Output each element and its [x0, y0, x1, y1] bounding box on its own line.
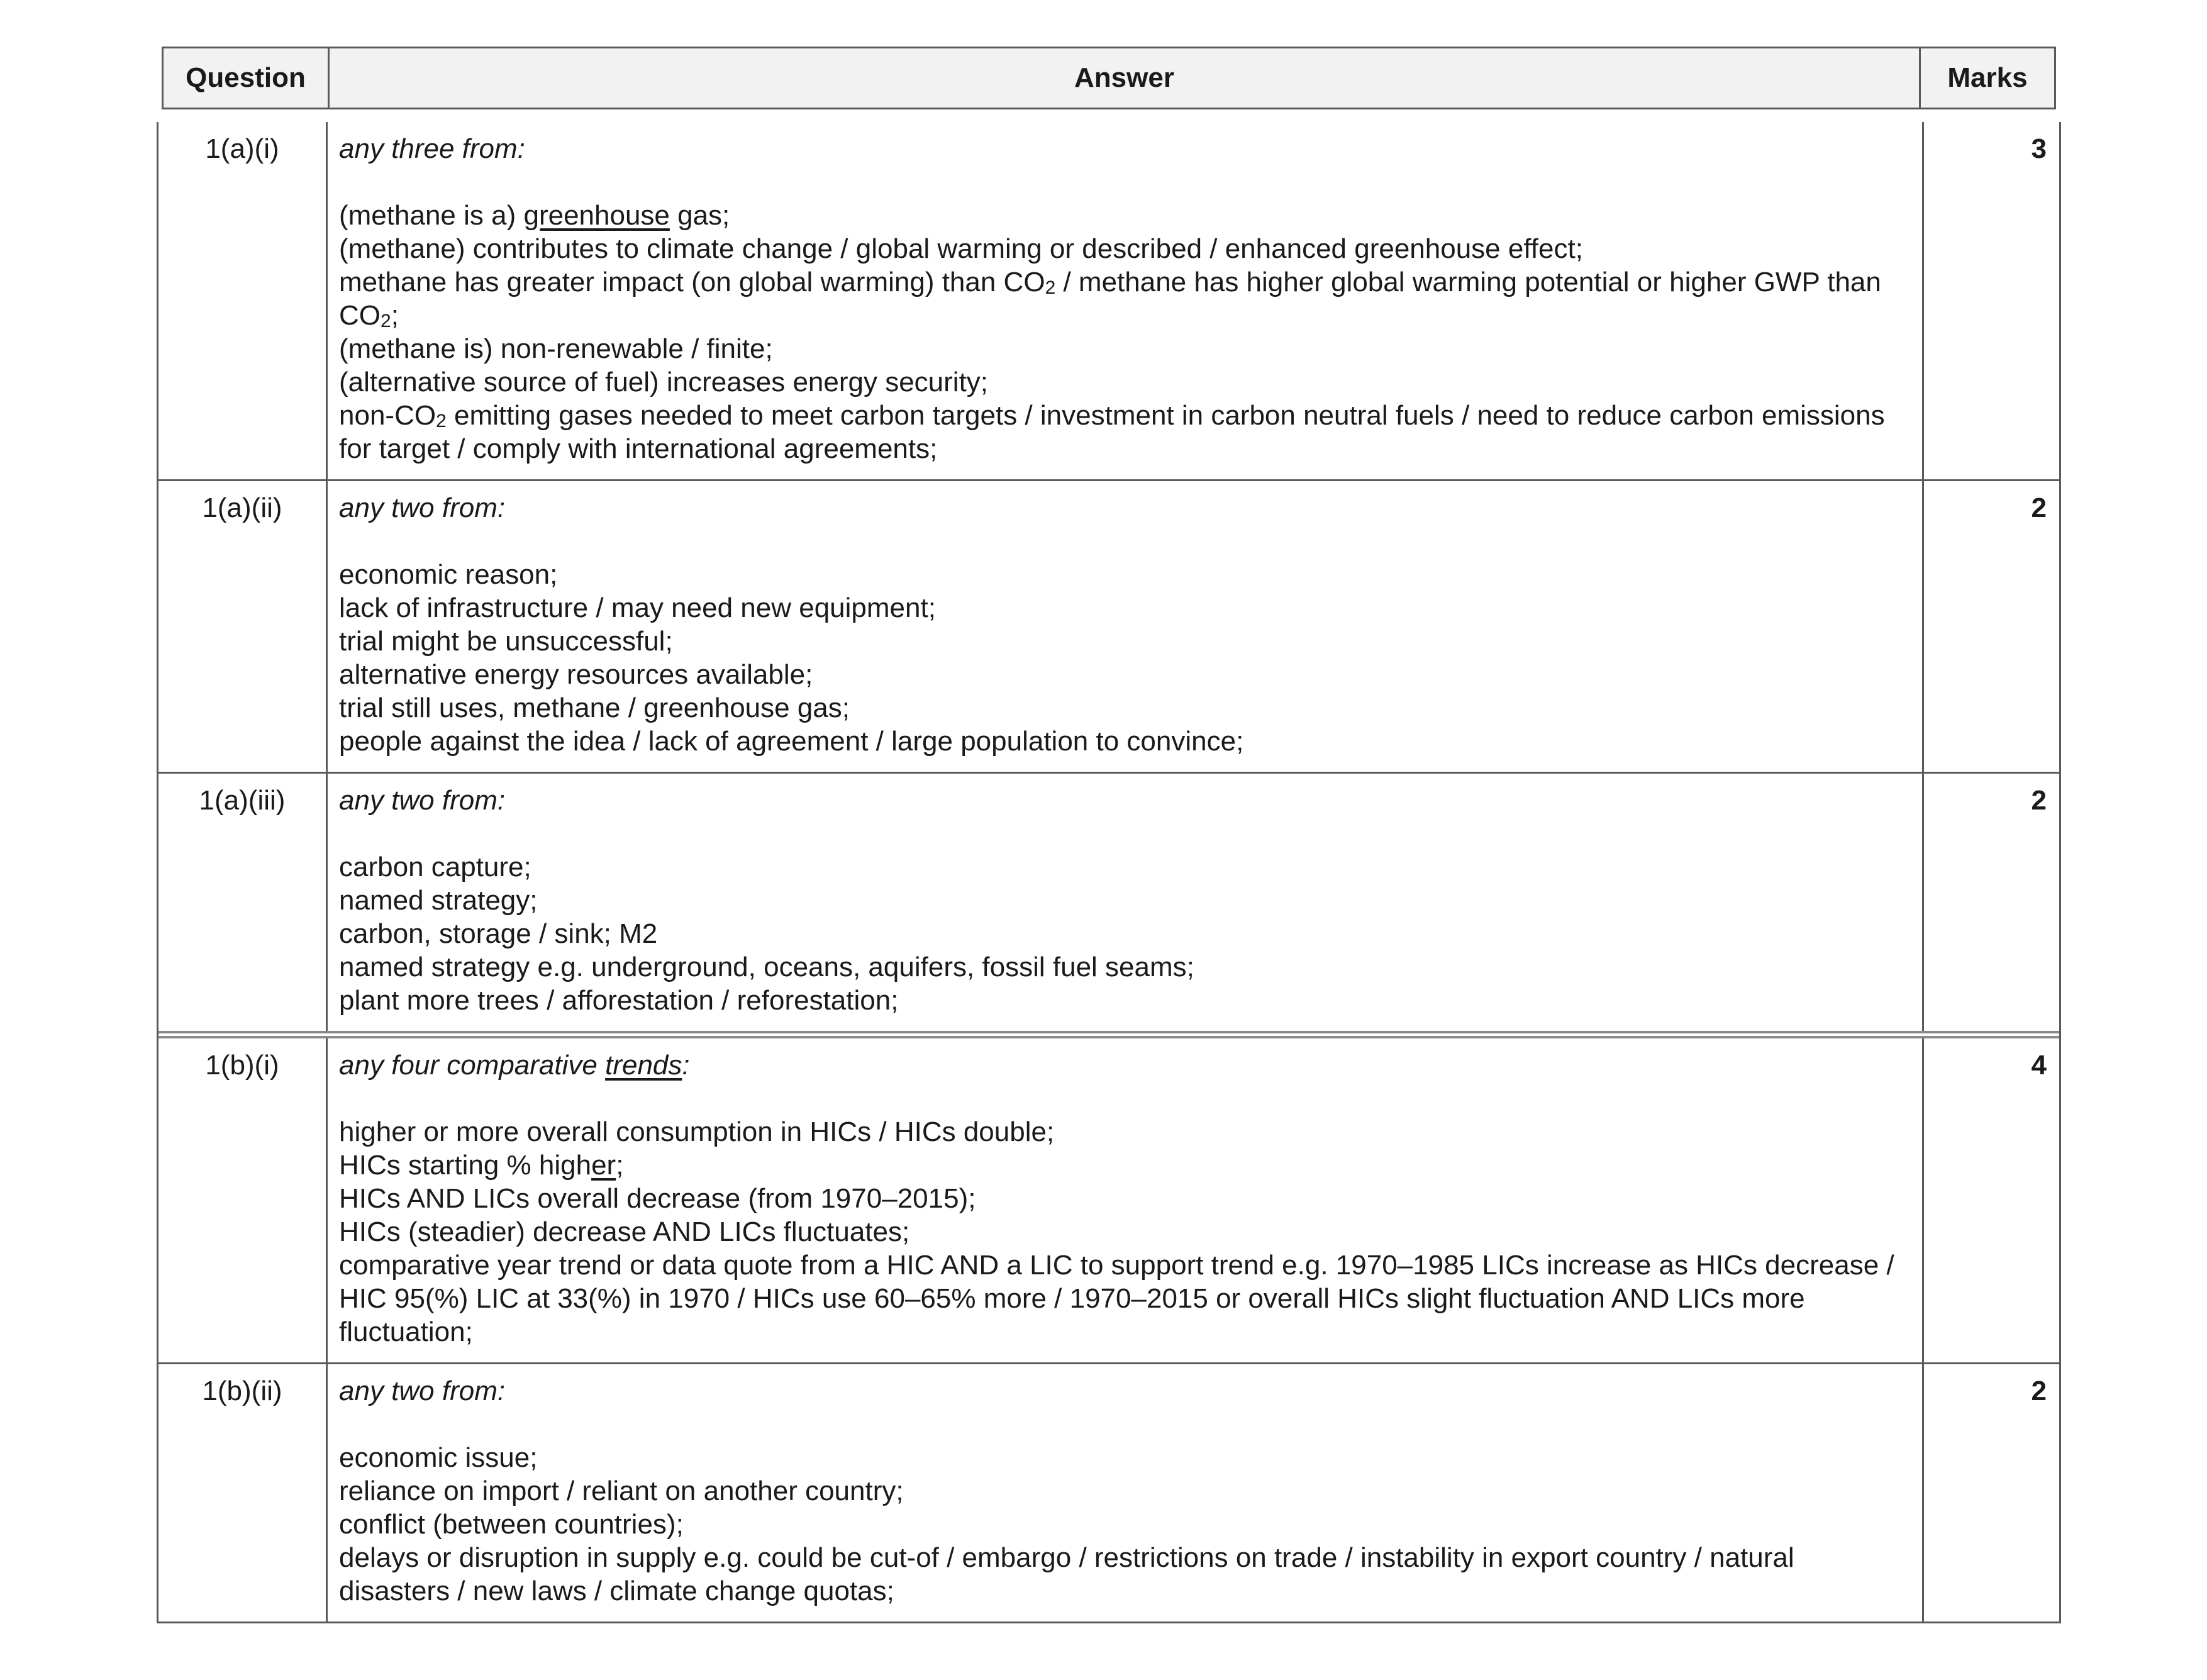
table-row	[158, 479, 2059, 772]
question-number: 1(a)(iii)	[158, 774, 328, 1031]
marks-value: 2	[2031, 785, 2047, 816]
answer-point: alternative energy resources available;	[339, 659, 813, 690]
answer-point: trial still uses, methane / greenhouse gas;	[339, 693, 850, 723]
marks-value: 4	[2031, 1050, 2047, 1081]
answer-point: delays or disruption in supply e.g. could be cut-of / embargo / restrictions on trade / instability in export country / natural disasters / new laws / climate change quotas;	[339, 1542, 1802, 1606]
answer-point: HICs AND LICs overall decrease (from 1970–2015);	[339, 1183, 976, 1214]
mark-scheme-table	[157, 122, 2061, 1623]
answer-point: HICs starting % higher;	[339, 1150, 624, 1181]
marks-value: 3	[2031, 133, 2047, 164]
answer-point: economic issue;	[339, 1442, 538, 1473]
answer-point: economic reason;	[339, 559, 558, 590]
answer-point: people against the idea / lack of agreement / large population to convince;	[339, 726, 1244, 757]
answer-instruction: any two from:	[339, 492, 506, 523]
table-row	[158, 122, 2059, 479]
question-number: 1(a)(i)	[158, 122, 328, 479]
answer-point: higher or more overall consumption in HICs / HICs double;	[339, 1116, 1055, 1147]
table-header	[162, 47, 2056, 109]
question-number: 1(b)(i)	[158, 1038, 328, 1362]
answer-instruction: any four comparative trends:	[339, 1050, 690, 1081]
answer-point: (alternative source of fuel) increases energy security;	[339, 367, 989, 398]
marks-value: 2	[2031, 492, 2047, 523]
answer-instruction: any two from:	[339, 785, 506, 816]
answer-point: (methane) contributes to climate change / global warming or described / enhanced greenhouse effect;	[339, 233, 1583, 264]
header-question: Question	[164, 48, 330, 108]
header-answer: Answer	[330, 48, 1921, 108]
table-row	[158, 1031, 2059, 1362]
answer-cell	[328, 122, 1924, 479]
answer-point: carbon capture;	[339, 852, 531, 882]
answer-cell	[328, 481, 1924, 772]
mark-scheme-page	[157, 47, 2061, 1606]
table-row	[158, 1362, 2059, 1622]
answer-point: HICs (steadier) decrease AND LICs fluctuates;	[339, 1216, 910, 1247]
question-number: 1(b)(ii)	[158, 1364, 328, 1622]
answer-point: reliance on import / reliant on another country;	[339, 1476, 904, 1506]
answer-point: conflict (between countries);	[339, 1509, 684, 1540]
header-marks: Marks	[1947, 62, 2028, 93]
answer-instruction: any two from:	[339, 1376, 506, 1406]
answer-point: (methane is) non-renewable / finite;	[339, 333, 773, 364]
answer-point: comparative year trend or data quote from a HIC AND a LIC to support trend e.g. 1970–1985 LICs increase as HICs decrease / HIC 95(%) LIC at 33(%) in 1970 / HICs use 60–65% more / 1970–2015 or overall HICs slight fluctuation AND LICs more fluctuation;	[339, 1250, 1902, 1347]
answer-cell	[328, 774, 1924, 1031]
answer-cell	[328, 1364, 1924, 1622]
answer-point: non-$CO_2$ emitting gases needed to meet carbon targets / investment in carbon neutral fuels / need to reduce carbon emissions for target / comply with international agreements;	[339, 400, 1893, 464]
answer-point: plant more trees / afforestation / reforestation;	[339, 985, 899, 1016]
answer-point: lack of infrastructure / may need new equipment;	[339, 592, 936, 623]
answer-instruction: any three from:	[339, 133, 525, 164]
answer-cell	[328, 1038, 1924, 1362]
answer-point: trial might be unsuccessful;	[339, 626, 673, 657]
table-row	[158, 772, 2059, 1031]
answer-point: named strategy e.g. underground, oceans, aquifers, fossil fuel seams;	[339, 952, 1194, 982]
answer-point: (methane is a) greenhouse gas;	[339, 200, 730, 231]
question-number: 1(a)(ii)	[158, 481, 328, 772]
answer-point: methane has greater impact (on global warming) than $CO_2$ / methane has higher global warming potential or higher GWP than $CO_2$;	[339, 267, 1889, 331]
answer-point: named strategy;	[339, 885, 538, 916]
marks-value: 2	[2031, 1376, 2047, 1406]
answer-point: carbon, storage / sink; M2	[339, 918, 658, 949]
